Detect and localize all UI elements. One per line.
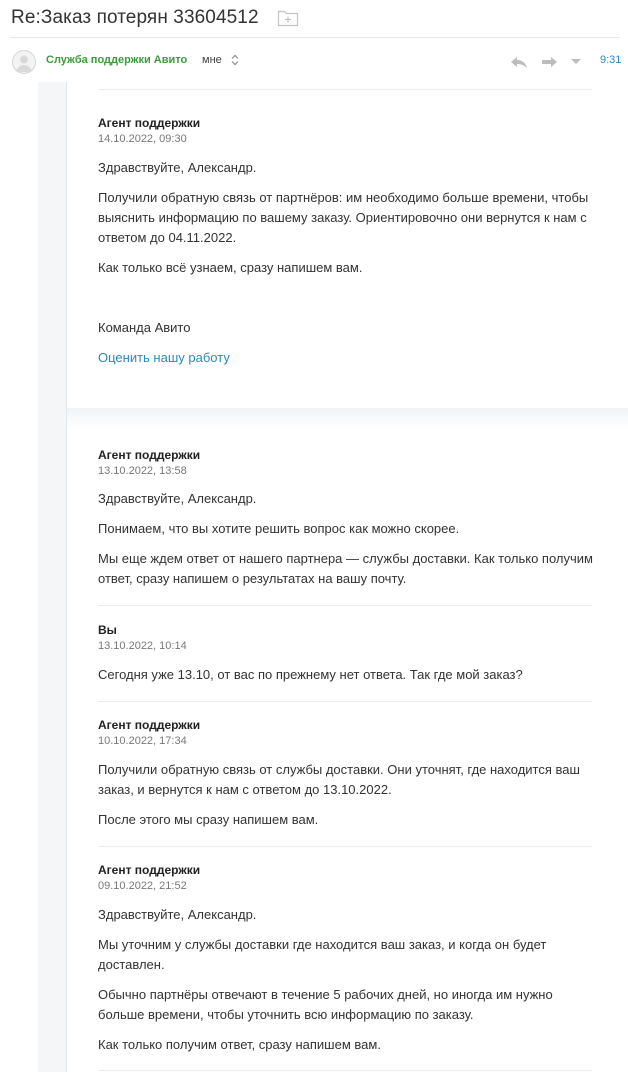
chevron-down-icon[interactable] [568,54,584,70]
message-paragraph: Сегодня уже 13.10, от вас по прежнему нет ответа. Так где мой заказ? [98,667,523,682]
message-item [98,622,598,653]
reply-arrow-icon[interactable] [509,54,529,70]
message-separator [98,1070,592,1071]
message-author: Агент поддержки [98,116,201,130]
card-divider-shadow [67,408,628,430]
message-paragraph: Здравствуйте, Александр. [98,160,257,175]
message-date: 13.10.2022, 10:14 [98,640,187,652]
avatar-placeholder-icon [12,50,36,74]
message-separator [98,846,592,847]
message-item [98,717,598,748]
message-paragraph: Получили обратную связь от партнёров: им необходимо больше времени, чтобы выяснить информацию по вашему заказу. Ориентировочно они вернутся к нам с ответом до 04.11.2022. [98,190,589,245]
message-paragraph: Мы уточним у службы доставки где находится ваш заказ, и когда он будет доставлен. [98,937,547,972]
message-date: 10.10.2022, 17:34 [98,735,187,747]
message-item [98,115,598,146]
message-paragraph: Обычно партнёры отвечают в течение 5 рабочих дней, но иногда им нужно больше времени, чтобы уточнить всю информацию по заказу. [98,987,553,1022]
message-author: Агент поддержки [98,863,201,877]
message-paragraph: Как только всё узнаем, сразу напишем вам. [98,260,363,275]
rate-link-wrap [98,348,598,368]
message-item [98,862,598,893]
message-paragraph: Здравствуйте, Александр. [98,491,257,506]
sender-row [0,44,628,80]
subject-row [0,0,628,36]
up-down-chevron-icon[interactable] [230,53,240,67]
message-separator [98,701,592,702]
recipient-label[interactable]: мне [202,54,222,66]
message-paragraph: Как только получим ответ, сразу напишем вам. [98,1037,381,1052]
message-date: 13.10.2022, 13:58 [98,465,187,477]
message-author: Агент поддержки [98,448,201,462]
header-divider [10,37,620,38]
message-item [98,447,598,478]
message-separator [98,605,592,606]
forward-arrow-icon[interactable] [539,54,559,70]
message-separator [98,89,592,90]
message-time: 9:31 [600,54,622,66]
message-date: 14.10.2022, 09:30 [98,133,187,145]
message-paragraph: Здравствуйте, Александр. [98,907,257,922]
message-paragraph: Мы еще ждем ответ от нашего партнера — службы доставки. Как только получим ответ, сразу напишем о результатах на вашу почту. [98,551,593,586]
rate-work-link[interactable]: Оценить нашу работу [98,350,230,365]
message-paragraph: После этого мы сразу напишем вам. [98,812,319,827]
message-paragraph: Получили обратную связь от службы доставки. Они уточнят, где находится ваш заказ, и вернутся к нам с ответом до 13.10.2022. [98,762,580,797]
email-subject: Re:Заказ потерян 33604512 [11,7,259,28]
message-author: Вы [98,623,117,637]
message-paragraph: Понимаем, что вы хотите решить вопрос как можно скорее. [98,521,460,536]
sender-name[interactable]: Служба поддержки Авито [46,54,188,66]
message-signature: Команда Авито [98,320,191,335]
message-date: 09.10.2022, 21:52 [98,880,187,892]
folder-plus-icon[interactable] [277,9,299,27]
thread-indent-bar [38,82,67,1072]
message-author: Агент поддержки [98,718,201,732]
